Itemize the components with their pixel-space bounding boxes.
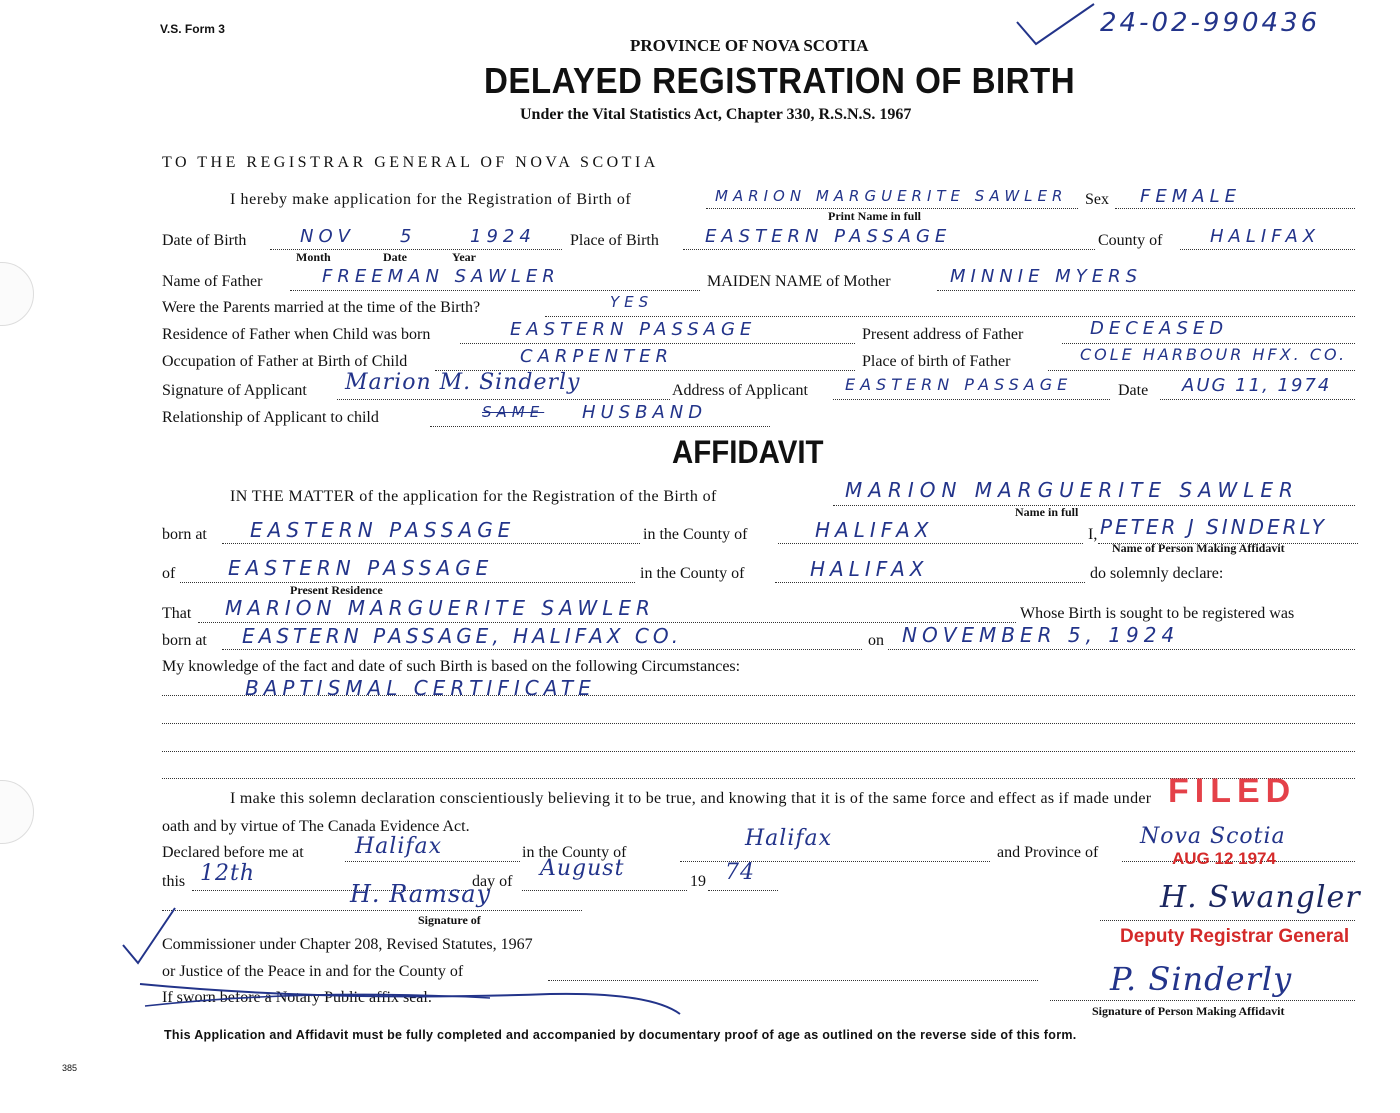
affidavit-name-field: MARION MARGUERITE SAWLER <box>845 478 1299 502</box>
year-suffix-field: 74 <box>725 860 755 885</box>
declared-county-field: Halifax <box>745 826 833 851</box>
occupation-label: Occupation of Father at Birth of Child <box>162 353 408 370</box>
father-birthplace-label: Place of birth of Father <box>862 353 1011 370</box>
declared-province-field: Nova Scotia <box>1140 824 1286 849</box>
footer-note: This Application and Affidavit must be fully completed and accompanied by documentary proof of age as outlined on the reverse side of this form. <box>164 1028 1077 1042</box>
father-birthplace-field: COLE HARBOUR HFX. CO. <box>1080 345 1348 364</box>
father-label: Name of Father <box>162 273 263 290</box>
declare-label: do solemnly declare: <box>1090 565 1224 582</box>
matter-label: IN THE MATTER of the application for the Registration of the Birth of <box>230 488 717 505</box>
day-field: 12th <box>200 861 256 886</box>
deponent-field: PETER J SINDERLY <box>1100 515 1327 539</box>
whose-birth-label: Whose Birth is sought to be registered was <box>1020 605 1295 622</box>
intro-label: I hereby make application for the Registration of Birth of <box>230 191 632 208</box>
commissioner-label: Commissioner under Chapter 208, Revised Statutes, 1967 <box>162 936 533 953</box>
affidavit-county-field: HALIFAX <box>815 518 934 542</box>
day-of-label: day of <box>472 873 513 890</box>
born-at-full-field: EASTERN PASSAGE, HALIFAX CO. <box>242 624 683 648</box>
month-field: August <box>540 856 625 881</box>
deponent-sig-caption: Signature of Person Making Affidavit <box>1092 1004 1285 1018</box>
strikethrough-mark <box>130 972 690 1022</box>
circumstances-field: BAPTISMAL CERTIFICATE <box>245 676 596 700</box>
married-field: YES <box>610 293 654 311</box>
justice-label: or Justice of the Peace in and for the County of <box>162 963 464 980</box>
mother-label: MAIDEN NAME of Mother <box>707 273 891 290</box>
dob-year-field: 1924 <box>470 226 536 247</box>
commissioner-signature: H. Ramsay <box>350 880 492 908</box>
solemn-text-1: I make this solemn declaration conscientiously believing it to be true, and knowing that it is of the same force and effect as if made under <box>230 790 1152 807</box>
filed-date-stamp: AUG 12 1974 <box>1172 849 1276 868</box>
applicant-signature: Marion M. Sinderly <box>345 370 581 395</box>
punch-hole <box>0 780 34 844</box>
check-mark-icon <box>1012 0 1102 48</box>
dob-date-field: 5 <box>400 226 417 247</box>
father-field: FREEMAN SAWLER <box>322 266 560 287</box>
punch-hole <box>0 262 34 326</box>
present-address-field: DECEASED <box>1090 318 1229 339</box>
county-of-label-2: in the County of <box>640 565 745 582</box>
deponent-caption: Name of Person Making Affidavit <box>1112 541 1285 555</box>
residence-caption: Present Residence <box>290 583 383 597</box>
date-label: Date <box>1118 382 1149 399</box>
declared-at-field: Halifax <box>355 834 443 859</box>
child-name-field: MARION MARGUERITE SAWLER <box>715 187 1068 205</box>
relationship-label: Relationship of Applicant to child <box>162 409 379 426</box>
born-at-label-2: born at <box>162 632 207 649</box>
relationship-field: HUSBAND <box>582 402 708 423</box>
knowledge-label: My knowledge of the fact and date of such Birth is based on the following Circumstances: <box>162 658 741 675</box>
sex-field: FEMALE <box>1140 186 1241 207</box>
year-prefix: 19 <box>690 873 706 890</box>
that-name-field: MARION MARGUERITE SAWLER <box>225 596 655 620</box>
residence-father-label: Residence of Father when Child was born <box>162 326 431 343</box>
solemn-text-2: oath and by virtue of The Canada Evidence Act. <box>162 818 470 835</box>
i-label: I, <box>1088 526 1098 543</box>
date-field: AUG 11, 1974 <box>1182 375 1332 396</box>
county-field: HALIFAX <box>1210 226 1321 247</box>
form-subtitle: Under the Vital Statistics Act, Chapter 330, R.S.N.S. 1967 <box>520 106 912 123</box>
province-heading: PROVINCE OF NOVA SCOTIA <box>630 36 869 55</box>
sex-label: Sex <box>1085 191 1109 208</box>
applicant-address-field: EASTERN PASSAGE <box>845 375 1073 394</box>
relationship-struck-field: SAME <box>482 403 545 421</box>
month-caption: Month <box>296 250 331 264</box>
born-at-label: born at <box>162 526 207 543</box>
this-label: this <box>162 873 186 890</box>
province-label: and Province of <box>997 844 1099 861</box>
deputy-registrar-stamp: Deputy Registrar General <box>1120 926 1350 947</box>
on-label: on <box>868 632 884 649</box>
that-label: That <box>162 605 192 622</box>
dob-month-field: NOV <box>300 226 355 247</box>
born-on-field: NOVEMBER 5, 1924 <box>902 623 1180 647</box>
deponent-signature: P. Sinderly <box>1110 960 1293 998</box>
residence-father-field: EASTERN PASSAGE <box>510 319 757 340</box>
dob-label: Date of Birth <box>162 232 247 249</box>
pob-label: Place of Birth <box>570 232 659 249</box>
declared-label: Declared before me at <box>162 844 304 861</box>
affidavit-heading: AFFIDAVIT <box>672 434 824 470</box>
print-code: 385 <box>62 1063 78 1073</box>
born-at-field: EASTERN PASSAGE <box>250 518 516 542</box>
form-title: DELAYED REGISTRATION OF BIRTH <box>484 60 1076 101</box>
file-number: 24-02-990436 <box>1100 8 1321 38</box>
applicant-address-label: Address of Applicant <box>672 382 808 399</box>
applicant-sig-label: Signature of Applicant <box>162 382 307 399</box>
signature-of-caption: Signature of <box>418 913 481 927</box>
married-label: Were the Parents married at the time of the Birth? <box>162 299 481 316</box>
county2-field: HALIFAX <box>810 557 929 581</box>
in-county-label: in the County of <box>522 844 627 861</box>
notary-label: If sworn before a Notary Public affix seal. <box>162 989 432 1006</box>
occupation-field: CARPENTER <box>520 346 673 367</box>
form-code: V.S. Form 3 <box>160 22 225 36</box>
registrar-signature: H. Swangler <box>1160 880 1361 915</box>
name-in-full-caption: Name in full <box>1015 505 1079 519</box>
date-caption: Date <box>383 250 407 264</box>
print-name-caption: Print Name in full <box>828 209 921 223</box>
filed-stamp: FILED <box>1168 772 1297 810</box>
county-label: County of <box>1098 232 1163 249</box>
present-address-label: Present address of Father <box>862 326 1024 343</box>
pob-field: EASTERN PASSAGE <box>705 226 952 247</box>
county-of-label: in the County of <box>643 526 748 543</box>
addressee: TO THE REGISTRAR GENERAL OF NOVA SCOTIA <box>162 154 659 171</box>
year-caption: Year <box>452 250 476 264</box>
mother-field: MINNIE MYERS <box>950 266 1143 287</box>
residence-field: EASTERN PASSAGE <box>228 556 494 580</box>
of-label: of <box>162 565 176 582</box>
